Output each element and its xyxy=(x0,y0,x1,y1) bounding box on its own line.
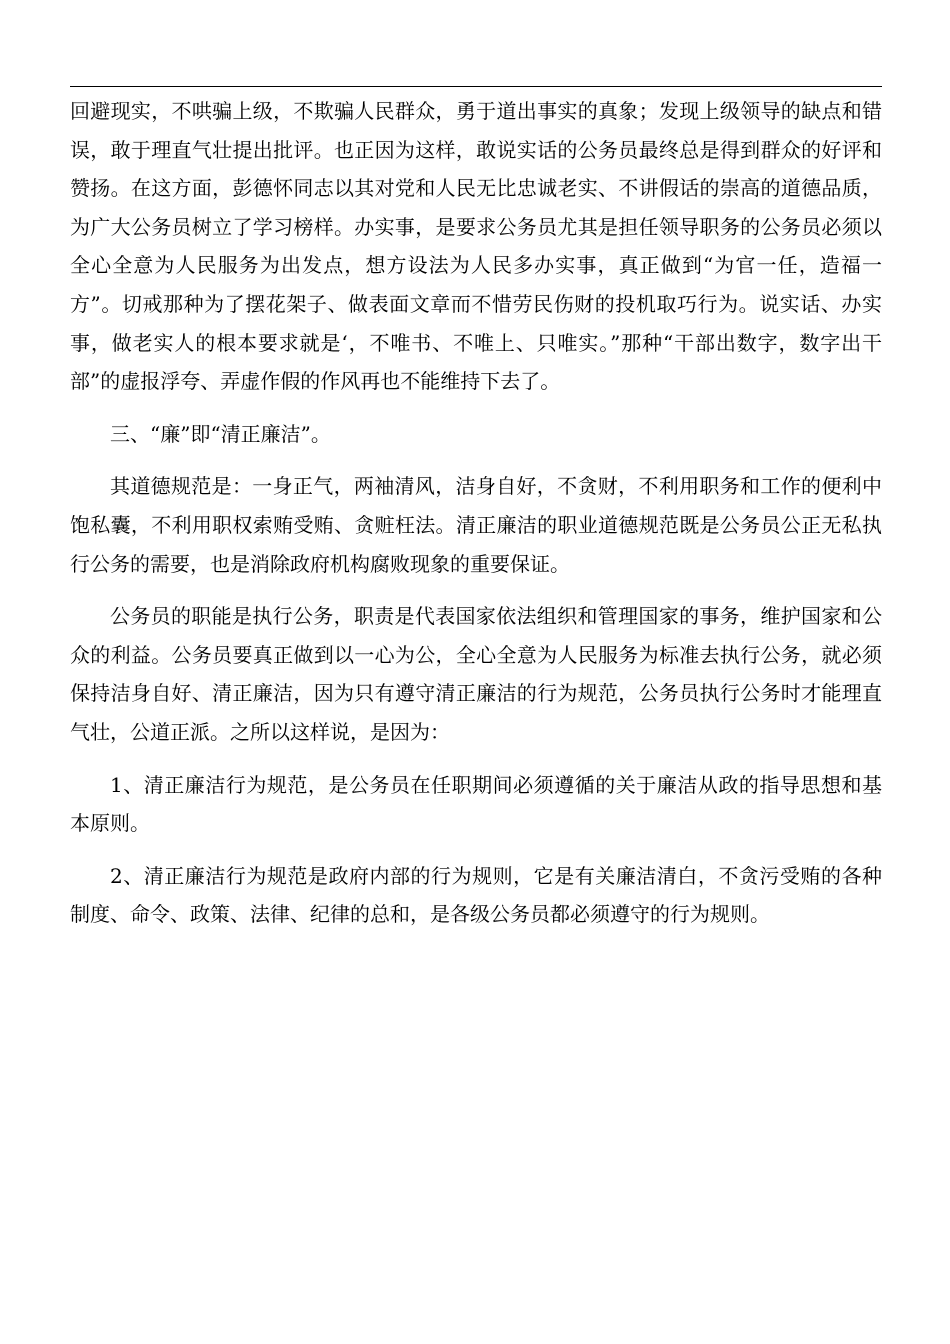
paragraph-continuation: 回避现实，不哄骗上级，不欺骗人民群众，勇于道出事实的真象；发现上级领导的缺点和错误，敢于理直气壮提出批评。也正因为这样，敢说实话的公务员最终总是得到群众的好评和赞扬。在这方面，彭德怀同志以其对党和人民无比忠诚老实、不讲假话的崇高的道德品质，为广大公务员树立了学习榜样。办实事，是要求公务员尤其是担任领导职务的公务员必须以全心全意为人民服务为出发点，想方设法为人民多办实事，真正做到“为官一任，造福一方”。切戒那种为了摆花架子、做表面文章而不惜劳民伤财的投机取巧行为。说实话、办实事，做老实人的根本要求就是‘，不唯书、不唯上、只唯实。”那种“干部出数字，数字出干部”的虚报浮夸、弄虚作假的作风再也不能维持下去了。 xyxy=(70,99,882,394)
body-text xyxy=(70,92,882,934)
list-item-1: 1、清正廉洁行为规范，是公务员在任职期间必须遵循的关于廉洁从政的指导思想和基本原则。 xyxy=(70,772,882,836)
list-item-2: 2、清正廉洁行为规范是政府内部的行为规则，它是有关廉洁清白，不贪污受贿的各种制度、命令、政策、法律、纪律的总和，是各级公务员都必须遵守的行为规则。 xyxy=(70,863,882,927)
header-rule xyxy=(70,86,882,87)
paragraph-civil-servant-duty: 公务员的职能是执行公务，职责是代表国家依法组织和管理国家的事务，维护国家和公众的利益。公务员要真正做到以一心为公，全心全意为人民服务为标准去执行公务，就必须保持洁身自好、清正廉洁，因为只有遵守清正廉洁的行为规范，公务员执行公务时才能理直气壮，公道正派。之所以这样说，是因为： xyxy=(70,604,882,744)
paragraph-moral-norm: 其道德规范是：一身正气，两袖清风，洁身自好，不贪财，不利用职务和工作的便利中饱私囊，不利用职权索贿受贿、贪赃枉法。清正廉洁的职业道德规范既是公务员公正无私执行公务的需要，也是消除政府机构腐败现象的重要保证。 xyxy=(70,474,882,576)
section-heading-lian: 三、“廉”即“清正廉洁”。 xyxy=(110,421,331,446)
